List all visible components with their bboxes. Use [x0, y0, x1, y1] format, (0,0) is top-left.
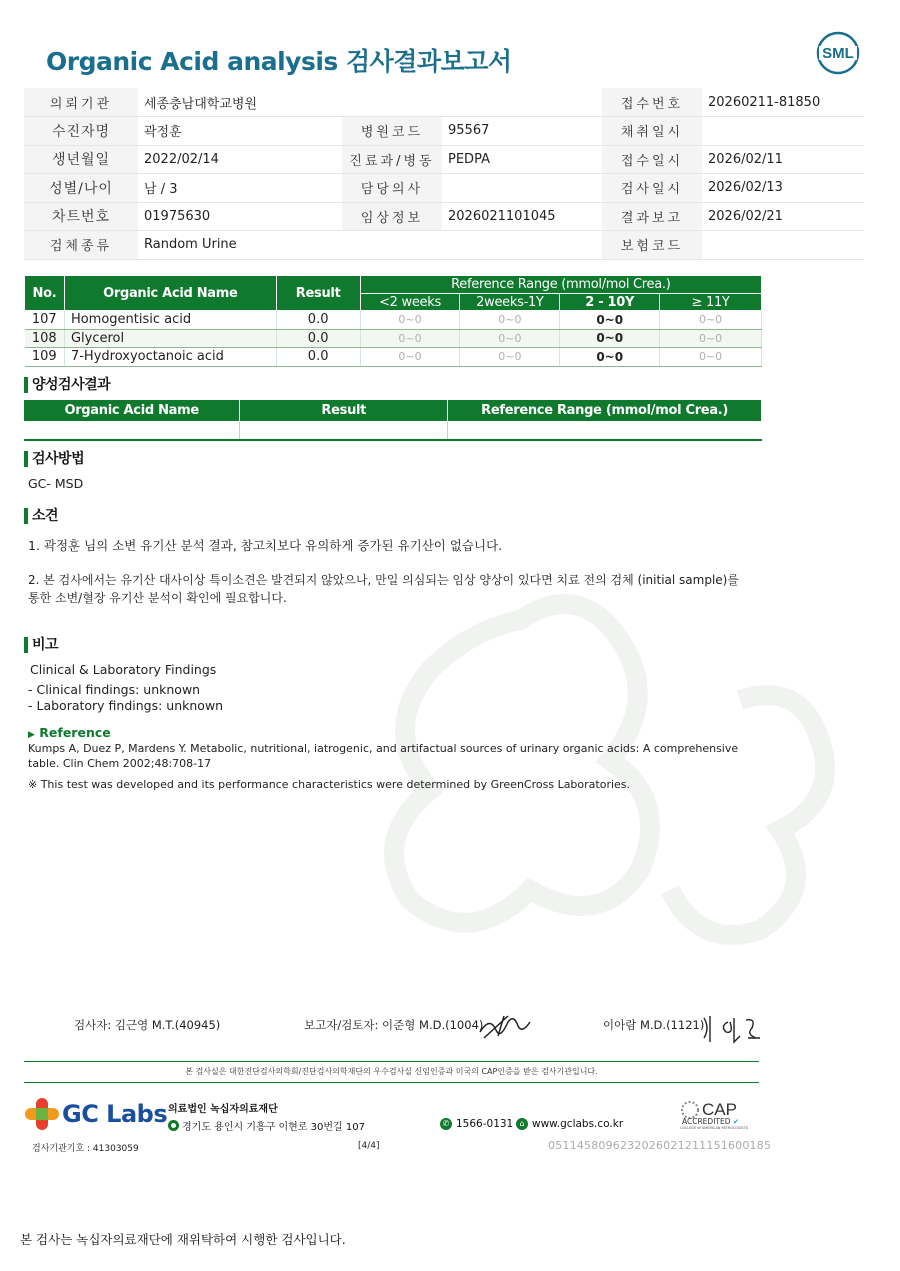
result-cell-r2: 0~0 [460, 348, 560, 367]
result-cell-result: 0.0 [276, 329, 360, 348]
remarks-heading: 비고 [24, 637, 58, 653]
info-row [24, 174, 864, 203]
cap-small-text: COLLEGE of AMERICAN PATHOLOGISTS [680, 1126, 748, 1130]
info-value: 2026021101045 [442, 202, 602, 231]
barcode-number: 0511458096232026021211151600185 [548, 1139, 772, 1152]
info-label: 임상정보 [342, 202, 442, 231]
opinion-heading: 소견 [24, 508, 58, 524]
col-ref-2-10y: 2 - 10Y [560, 294, 660, 311]
method-heading: 검사방법 [24, 451, 84, 467]
remarks-line2: - Clinical findings: unknown [28, 682, 201, 697]
reference-heading [28, 725, 111, 740]
info-value [702, 117, 864, 146]
cap-accredited-logo [680, 1100, 760, 1130]
col-no: No. [25, 276, 65, 311]
positive-results-heading: 양성검사결과 [24, 377, 110, 393]
result-cell-r1: 0~0 [360, 348, 460, 367]
result-cell-no: 109 [25, 348, 65, 367]
outsourcing-note: 본 검사는 녹십자의료재단에 재위탁하여 시행한 검사입니다. [20, 1232, 346, 1247]
reviewer-signature: 보고자/검토자: 이준형 M.D.(1004) [304, 1018, 484, 1032]
address-text: 경기도 용인시 기흥구 이현로 30번길 107 [182, 1122, 365, 1133]
info-label: 진료과/병동 [342, 145, 442, 174]
page-title: Organic Acid analysis 검사결과보고서 [46, 47, 512, 76]
col-ref-under2w: <2 weeks [360, 294, 460, 311]
pos-col-reference: Reference Range (mmol/mol Crea.) [448, 400, 762, 421]
reference-title: Reference [39, 725, 111, 740]
info-value [442, 88, 602, 117]
cap-accredited-text: ACCREDITED ✔ [682, 1117, 740, 1126]
cap-sub-text: ACCREDITED [682, 1117, 731, 1126]
address [168, 1118, 365, 1133]
info-label: 차트번호 [24, 202, 138, 231]
location-pin-icon [168, 1120, 179, 1131]
organic-acid-result-table [24, 275, 762, 367]
info-label: 접수번호 [602, 88, 702, 117]
result-cell-r3: 0~0 [560, 329, 660, 348]
pos-col-name: Organic Acid Name [24, 400, 240, 421]
watermark-logo [320, 560, 880, 980]
method-text: GC- MSD [28, 476, 84, 491]
result-row [25, 329, 762, 348]
phone-icon: ✆ [440, 1118, 452, 1130]
info-label: 결과보고 [602, 202, 702, 231]
info-row [24, 145, 864, 174]
result-cell-r4: 0~0 [660, 311, 762, 330]
pos-col-result: Result [240, 400, 448, 421]
result-cell-name: Glycerol [64, 329, 276, 348]
approver-signature: 이아람 M.D.(1121) [603, 1018, 705, 1032]
result-cell-r2: 0~0 [460, 311, 560, 330]
info-value: 2026/02/13 [702, 174, 864, 203]
result-cell-no: 107 [25, 311, 65, 330]
opinion-p2b: 통한 소변/혈장 유기산 분석이 확인에 필요합니다. [28, 591, 287, 605]
website [516, 1118, 623, 1130]
positive-results-table [24, 400, 762, 441]
col-ref-11y: ≥ 11Y [660, 294, 762, 311]
institution-code: 검사기관기호 : 41303059 [32, 1144, 139, 1154]
disclaimer-note: ※ This test was developed and its performance characteristics were determined by GreenCross Laboratories. [28, 778, 631, 791]
info-value: 남 / 3 [138, 174, 342, 203]
certification-banner: 본 검사실은 대한진단검사의학회/진단검사의학재단의 우수검사실 신임인증과 미국의 CAP인증을 받은 검사기관입니다. [24, 1061, 759, 1083]
info-row [24, 202, 864, 231]
info-value: 곽정훈 [138, 117, 342, 146]
tester-signature: 검사자: 김근영 M.T.(40945) [74, 1018, 221, 1032]
opinion-p2a: 2. 본 검사에서는 유기산 대사이상 특이소견은 발견되지 않았으나, 만일 의심되는 임상 양상이 있다면 치료 전의 검체 (initial sample)를 [28, 573, 739, 587]
home-icon: ⌂ [516, 1118, 528, 1130]
info-label: 접수일시 [602, 145, 702, 174]
info-value: 2022/02/14 [138, 145, 342, 174]
result-cell-no: 108 [25, 329, 65, 348]
website-text[interactable]: www.gclabs.co.kr [532, 1118, 624, 1130]
info-row [24, 231, 864, 260]
remarks-line1: Clinical & Laboratory Findings [30, 662, 217, 677]
col-result: Result [276, 276, 360, 311]
info-label: 의뢰기관 [24, 88, 138, 117]
result-row [25, 348, 762, 367]
opinion-p1: 1. 곽정훈 님의 소변 유기산 분석 결과, 참고치보다 유의하게 증가된 유기산이 없습니다. [28, 538, 503, 553]
result-cell-r3: 0~0 [560, 348, 660, 367]
gc-cross-logo-icon [24, 1097, 60, 1131]
info-row [24, 117, 864, 146]
result-cell-r4: 0~0 [660, 348, 762, 367]
reference-line1: Kumps A, Duez P, Mardens Y. Metabolic, nutritional, iatrogenic, and artifactual sources of urinary organic acids: A comprehensive [28, 742, 739, 755]
info-value: 20260211-81850 [702, 88, 864, 117]
phone-text: 1566-0131 [456, 1118, 514, 1130]
result-cell-r4: 0~0 [660, 329, 762, 348]
patient-info-table [24, 88, 864, 260]
handwritten-signature-1 [474, 1010, 534, 1042]
result-cell-result: 0.0 [276, 311, 360, 330]
result-cell-r3: 0~0 [560, 311, 660, 330]
col-ref-2w-1y: 2weeks-1Y [460, 294, 560, 311]
info-value: 01975630 [138, 202, 342, 231]
info-value [442, 231, 602, 260]
info-value [702, 231, 864, 260]
info-value: 2026/02/21 [702, 202, 864, 231]
result-cell-r1: 0~0 [360, 311, 460, 330]
phone [440, 1118, 513, 1130]
page-number: [4/4] [358, 1141, 380, 1151]
reference-line2: table. Clin Chem 2002;48:708-17 [28, 757, 212, 770]
info-label: 병원코드 [342, 117, 442, 146]
handwritten-signature-2 [694, 1012, 770, 1048]
info-label [342, 231, 442, 260]
info-value: Random Urine [138, 231, 342, 260]
info-value: 95567 [442, 117, 602, 146]
cap-text: CAP [702, 1100, 737, 1119]
result-cell-r2: 0~0 [460, 329, 560, 348]
foundation-name: 의료법인 녹십자의료재단 [168, 1104, 278, 1115]
info-label: 검체종류 [24, 231, 138, 260]
info-label: 보험코드 [602, 231, 702, 260]
sml-logo [815, 30, 861, 76]
info-value: 세종충남대학교병원 [138, 88, 342, 117]
triangle-icon: ▶ [28, 730, 35, 740]
col-name: Organic Acid Name [64, 276, 276, 311]
info-label [342, 88, 442, 117]
info-value [442, 174, 602, 203]
info-label: 수진자명 [24, 117, 138, 146]
result-cell-result: 0.0 [276, 348, 360, 367]
result-cell-name: 7-Hydroxyoctanoic acid [64, 348, 276, 367]
info-value: PEDPA [442, 145, 602, 174]
info-label: 담당의사 [342, 174, 442, 203]
result-cell-r1: 0~0 [360, 329, 460, 348]
svg-text:SML: SML [822, 45, 854, 62]
info-label: 검사일시 [602, 174, 702, 203]
result-cell-name: Homogentisic acid [64, 311, 276, 330]
info-label: 생년월일 [24, 145, 138, 174]
info-value: 2026/02/11 [702, 145, 864, 174]
remarks-line3: - Laboratory findings: unknown [28, 698, 224, 713]
info-label: 성별/나이 [24, 174, 138, 203]
info-row [24, 88, 864, 117]
gc-labs-logo-text: GC Labs [62, 1100, 168, 1128]
info-label: 채취일시 [602, 117, 702, 146]
result-row [25, 311, 762, 330]
col-reference: Reference Range (mmol/mol Crea.) [360, 276, 761, 294]
